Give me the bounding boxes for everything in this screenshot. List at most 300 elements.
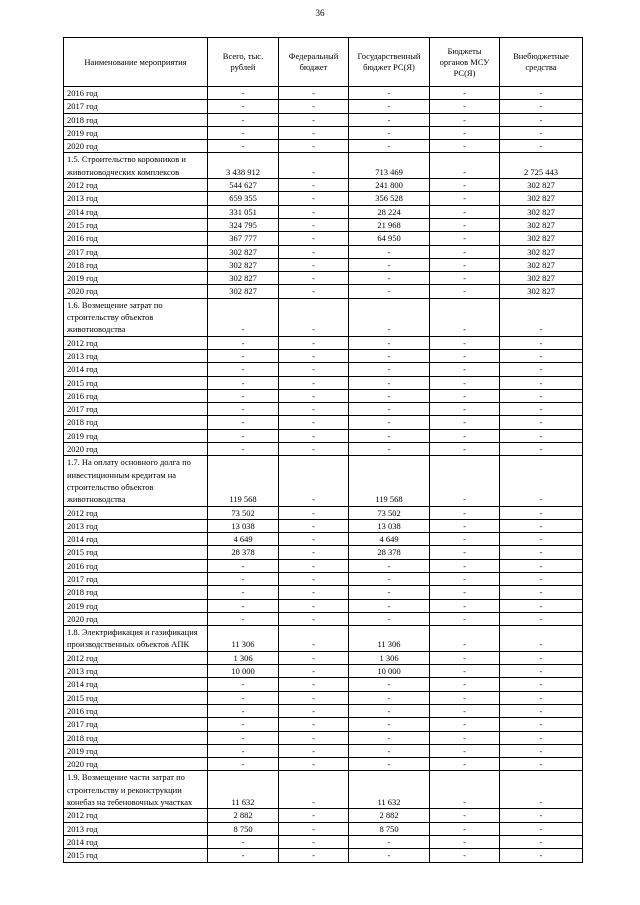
cell-name: 2020 год [64,758,208,771]
cell-federal: - [279,285,349,298]
table-header-row [64,38,583,87]
cell-extra: - [500,586,583,599]
cell-total: 73 502 [208,506,279,519]
cell-name: 2013 год [64,349,208,362]
cell-extra: 302 827 [500,192,583,205]
cell-msu: - [430,192,500,205]
cell-state: 28 378 [349,546,430,559]
cell-federal: - [279,506,349,519]
cell-federal: - [279,809,349,822]
cell-federal: - [279,349,349,362]
cell-msu: - [430,416,500,429]
cell-total: - [208,849,279,862]
cell-total: - [208,572,279,585]
table-row [64,718,583,731]
cell-msu: - [430,533,500,546]
cell-name: 2019 год [64,429,208,442]
table-row [64,272,583,285]
cell-total: 302 827 [208,272,279,285]
cell-total: - [208,691,279,704]
cell-total: 11 632 [208,771,279,809]
cell-extra: 302 827 [500,258,583,271]
cell-msu: - [430,272,500,285]
cell-msu: - [430,506,500,519]
cell-msu: - [430,113,500,126]
cell-federal: - [279,704,349,717]
cell-state: - [349,298,430,336]
table-row [64,298,583,336]
table-row [64,389,583,402]
cell-state: - [349,599,430,612]
cell-name: 2017 год [64,718,208,731]
cell-state: - [349,349,430,362]
table-row [64,586,583,599]
cell-extra: - [500,771,583,809]
cell-federal: - [279,612,349,625]
cell-extra: - [500,665,583,678]
cell-federal: - [279,744,349,757]
cell-state: 28 224 [349,205,430,218]
cell-total: - [208,744,279,757]
table-row [64,849,583,862]
cell-name: 2020 год [64,285,208,298]
table-row [64,179,583,192]
cell-name: 2013 год [64,519,208,532]
cell-total: - [208,126,279,139]
cell-state: 241 800 [349,179,430,192]
cell-name: 2012 год [64,179,208,192]
cell-name: 2015 год [64,691,208,704]
cell-msu: - [430,349,500,362]
cell-total: - [208,704,279,717]
cell-msu: - [430,179,500,192]
cell-msu: - [430,140,500,153]
cell-name: 2015 год [64,546,208,559]
cell-name: 2018 год [64,113,208,126]
cell-extra: - [500,704,583,717]
cell-msu: - [430,232,500,245]
cell-extra: - [500,113,583,126]
cell-name: 2014 год [64,678,208,691]
cell-state: - [349,691,430,704]
table-row [64,87,583,100]
cell-extra: - [500,835,583,848]
cell-state: 73 502 [349,506,430,519]
cell-federal: - [279,245,349,258]
cell-extra: - [500,572,583,585]
cell-federal: - [279,272,349,285]
cell-name: 2020 год [64,140,208,153]
cell-state: - [349,272,430,285]
cell-name: 2020 год [64,443,208,456]
cell-msu: - [430,443,500,456]
cell-total: 324 795 [208,218,279,231]
cell-extra: 302 827 [500,205,583,218]
cell-state: - [349,849,430,862]
cell-name: 2018 год [64,586,208,599]
page-number: 36 [315,8,325,18]
cell-federal: - [279,258,349,271]
cell-extra: - [500,403,583,416]
cell-total: 302 827 [208,245,279,258]
cell-federal: - [279,678,349,691]
cell-total: 10 000 [208,665,279,678]
cell-name: 1.8. Электрификация и газификация производственных объектов АПК [64,626,208,652]
cell-msu: - [430,731,500,744]
table-row [64,678,583,691]
cell-total: 331 051 [208,205,279,218]
cell-msu: - [430,612,500,625]
cell-extra: - [500,758,583,771]
cell-state: - [349,429,430,442]
table-row [64,403,583,416]
table-row [64,456,583,506]
cell-state: - [349,718,430,731]
cell-msu: - [430,153,500,179]
cell-state: - [349,758,430,771]
cell-state: - [349,336,430,349]
cell-federal: - [279,559,349,572]
cell-name: 2019 год [64,126,208,139]
cell-msu: - [430,258,500,271]
cell-msu: - [430,572,500,585]
cell-msu: - [430,376,500,389]
cell-extra: 302 827 [500,272,583,285]
table-row [64,744,583,757]
header-federal: Федеральный бюджет [279,38,349,87]
table-row [64,651,583,664]
budget-table [63,37,583,863]
cell-name: 2017 год [64,245,208,258]
cell-extra: 302 827 [500,285,583,298]
cell-msu: - [430,389,500,402]
table-body [64,87,583,863]
table-row [64,626,583,652]
cell-msu: - [430,100,500,113]
cell-total: 4 649 [208,533,279,546]
cell-msu: - [430,771,500,809]
cell-msu: - [430,205,500,218]
header-total: Всего, тыс. рублей [208,38,279,87]
cell-federal: - [279,113,349,126]
cell-total: - [208,298,279,336]
table-row [64,822,583,835]
cell-extra: 302 827 [500,179,583,192]
cell-msu: - [430,599,500,612]
header-name: Наименование мероприятия [64,38,208,87]
cell-federal: - [279,429,349,442]
cell-name: 2012 год [64,336,208,349]
cell-msu: - [430,691,500,704]
table-row [64,232,583,245]
cell-federal: - [279,205,349,218]
cell-name: 1.6. Возмещение затрат по строительству объектов животноводства [64,298,208,336]
cell-federal: - [279,691,349,704]
cell-extra: 302 827 [500,218,583,231]
cell-state: - [349,363,430,376]
cell-msu: - [430,298,500,336]
table-row [64,612,583,625]
cell-total: 1 306 [208,651,279,664]
cell-state: 119 568 [349,456,430,506]
cell-state: - [349,678,430,691]
table-row [64,126,583,139]
cell-extra: - [500,443,583,456]
table-row [64,153,583,179]
cell-name: 2014 год [64,533,208,546]
cell-extra: - [500,626,583,652]
table-row [64,429,583,442]
cell-state: - [349,100,430,113]
cell-total: - [208,612,279,625]
table-row [64,285,583,298]
cell-federal: - [279,389,349,402]
cell-state: - [349,376,430,389]
cell-total: - [208,389,279,402]
cell-msu: - [430,403,500,416]
cell-federal: - [279,849,349,862]
cell-extra: - [500,140,583,153]
cell-extra: - [500,678,583,691]
cell-total: 544 627 [208,179,279,192]
cell-total: - [208,678,279,691]
cell-total: 13 038 [208,519,279,532]
cell-msu: - [430,678,500,691]
table-row [64,416,583,429]
cell-federal: - [279,586,349,599]
cell-federal: - [279,771,349,809]
cell-extra: - [500,349,583,362]
cell-total: 11 306 [208,626,279,652]
cell-state: - [349,140,430,153]
cell-federal: - [279,533,349,546]
cell-state: 356 528 [349,192,430,205]
cell-state: - [349,731,430,744]
cell-name: 2016 год [64,559,208,572]
cell-msu: - [430,218,500,231]
cell-name: 2016 год [64,389,208,402]
table-row [64,349,583,362]
cell-name: 2014 год [64,205,208,218]
cell-name: 2015 год [64,849,208,862]
cell-federal: - [279,100,349,113]
cell-msu: - [430,822,500,835]
cell-extra: - [500,376,583,389]
cell-state: - [349,835,430,848]
cell-state: 13 038 [349,519,430,532]
cell-federal: - [279,758,349,771]
cell-msu: - [430,245,500,258]
table-row [64,100,583,113]
cell-federal: - [279,651,349,664]
cell-msu: - [430,87,500,100]
cell-federal: - [279,363,349,376]
table-row [64,258,583,271]
cell-extra: - [500,126,583,139]
cell-name: 1.5. Строительство коровников и животноводческих комплексов [64,153,208,179]
cell-msu: - [430,809,500,822]
cell-state: - [349,245,430,258]
cell-total: - [208,586,279,599]
cell-total: - [208,718,279,731]
cell-total: - [208,87,279,100]
cell-msu: - [430,363,500,376]
cell-total: 302 827 [208,285,279,298]
table-row [64,245,583,258]
cell-total: - [208,559,279,572]
cell-name: 2017 год [64,403,208,416]
cell-state: - [349,258,430,271]
header-extra: Внебюджетные средства [500,38,583,87]
cell-federal: - [279,336,349,349]
cell-msu: - [430,626,500,652]
table-row [64,665,583,678]
cell-state: - [349,285,430,298]
cell-state: - [349,744,430,757]
cell-state: 10 000 [349,665,430,678]
cell-state: 64 950 [349,232,430,245]
cell-name: 2016 год [64,232,208,245]
cell-total: 3 438 912 [208,153,279,179]
cell-federal: - [279,403,349,416]
cell-federal: - [279,731,349,744]
cell-extra: - [500,849,583,862]
table-row [64,599,583,612]
cell-msu: - [430,758,500,771]
cell-extra: - [500,389,583,402]
cell-name: 2017 год [64,572,208,585]
table-row [64,443,583,456]
cell-name: 2014 год [64,363,208,376]
cell-federal: - [279,126,349,139]
table-row [64,336,583,349]
cell-extra: - [500,363,583,376]
cell-extra: - [500,456,583,506]
cell-name: 2014 год [64,835,208,848]
cell-msu: - [430,546,500,559]
cell-total: - [208,758,279,771]
cell-msu: - [430,126,500,139]
cell-msu: - [430,559,500,572]
cell-extra: - [500,651,583,664]
cell-state: 21 968 [349,218,430,231]
cell-total: - [208,376,279,389]
cell-federal: - [279,87,349,100]
cell-total: - [208,731,279,744]
cell-total: - [208,336,279,349]
cell-state: 8 750 [349,822,430,835]
cell-extra: - [500,691,583,704]
cell-state: - [349,416,430,429]
cell-total: 119 568 [208,456,279,506]
cell-federal: - [279,218,349,231]
table-row [64,691,583,704]
cell-total: 8 750 [208,822,279,835]
cell-federal: - [279,153,349,179]
cell-total: - [208,443,279,456]
cell-total: - [208,140,279,153]
cell-name: 1.9. Возмещение части затрат по строительству и реконструкции конебаз на тебеновочных участках [64,771,208,809]
cell-name: 2018 год [64,416,208,429]
cell-name: 2016 год [64,704,208,717]
cell-state: - [349,586,430,599]
cell-extra: - [500,559,583,572]
cell-state: - [349,389,430,402]
cell-federal: - [279,572,349,585]
table-row [64,363,583,376]
table-row [64,140,583,153]
cell-state: 2 882 [349,809,430,822]
cell-total: 659 355 [208,192,279,205]
table-row [64,519,583,532]
cell-total: 28 378 [208,546,279,559]
cell-msu: - [430,849,500,862]
cell-extra: - [500,731,583,744]
table-row [64,546,583,559]
table-row [64,572,583,585]
cell-federal: - [279,179,349,192]
table-row [64,506,583,519]
cell-state: 1 306 [349,651,430,664]
cell-federal: - [279,546,349,559]
table-row [64,704,583,717]
cell-extra: - [500,546,583,559]
table-row [64,809,583,822]
cell-total: - [208,599,279,612]
cell-extra: - [500,533,583,546]
cell-federal: - [279,626,349,652]
cell-msu: - [430,429,500,442]
cell-total: - [208,429,279,442]
cell-extra: - [500,87,583,100]
cell-name: 2013 год [64,822,208,835]
cell-name: 2012 год [64,506,208,519]
cell-federal: - [279,140,349,153]
cell-federal: - [279,665,349,678]
cell-total: 367 777 [208,232,279,245]
cell-state: 4 649 [349,533,430,546]
cell-total: - [208,363,279,376]
cell-extra: - [500,718,583,731]
cell-name: 2018 год [64,731,208,744]
cell-msu: - [430,285,500,298]
cell-name: 2016 год [64,87,208,100]
cell-total: 2 882 [208,809,279,822]
cell-state: - [349,87,430,100]
table-row [64,835,583,848]
cell-msu: - [430,744,500,757]
table-row [64,559,583,572]
cell-extra: - [500,822,583,835]
cell-name: 2012 год [64,651,208,664]
header-state: Государственный бюджет РС(Я) [349,38,430,87]
cell-name: 2017 год [64,100,208,113]
cell-extra: - [500,100,583,113]
cell-msu: - [430,519,500,532]
cell-msu: - [430,718,500,731]
cell-state: - [349,126,430,139]
cell-extra: 302 827 [500,245,583,258]
cell-federal: - [279,376,349,389]
cell-total: - [208,349,279,362]
cell-name: 2015 год [64,218,208,231]
cell-name: 2019 год [64,599,208,612]
cell-extra: - [500,744,583,757]
header-msu: Бюджеты органов МСУ РС(Я) [430,38,500,87]
cell-name: 1.7. На оплату основного долга по инвестиционным кредитам на строительство объектов животноводства [64,456,208,506]
cell-msu: - [430,665,500,678]
cell-msu: - [430,336,500,349]
